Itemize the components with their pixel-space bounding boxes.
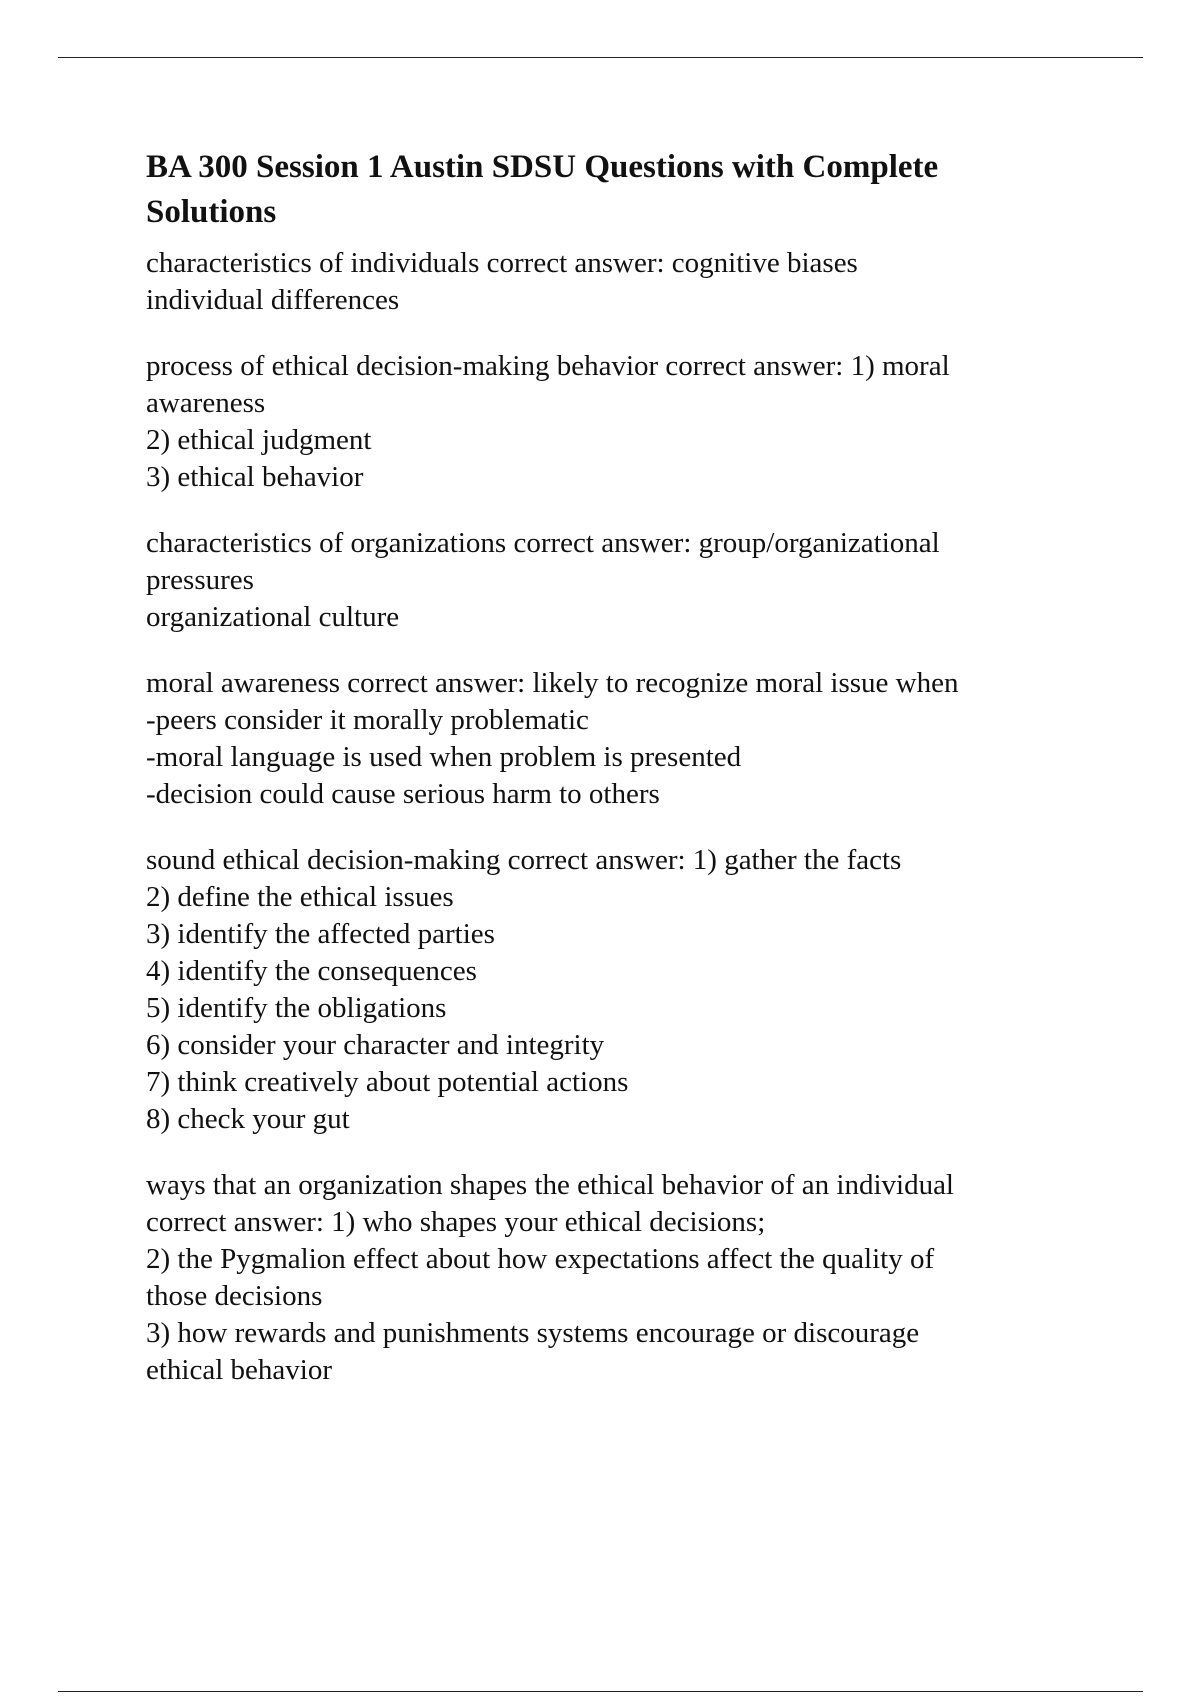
qa-line: 5) identify the obligations [146, 992, 447, 1024]
qa-line: sound ethical decision-making correct answer: 1) gather the facts [146, 844, 902, 876]
title-line: BA 300 Session 1 Austin SDSU Questions with Complete [146, 149, 939, 185]
qa-line: ethical behavior [146, 1354, 332, 1386]
qa-line: pressures [146, 564, 254, 596]
qa-line: organizational culture [146, 601, 400, 633]
qa-entry-sound-decision-making [146, 842, 1086, 1138]
qa-line: correct answer: 1) who shapes your ethical decisions; [146, 1206, 766, 1238]
document-body [146, 145, 1086, 1389]
qa-line: characteristics of individuals correct answer: cognitive biases [146, 247, 858, 279]
qa-line: 3) identify the affected parties [146, 918, 495, 950]
qa-line: characteristics of organizations correct answer: group/organizational [146, 527, 940, 559]
footer-rule [58, 1691, 1143, 1692]
qa-line: 2) define the ethical issues [146, 881, 454, 913]
qa-line: -decision could cause serious harm to others [146, 778, 660, 810]
qa-line: process of ethical decision-making behavior correct answer: 1) moral [146, 350, 950, 382]
qa-entry-organization-shapes-behavior [146, 1167, 1086, 1389]
qa-entry-individual-characteristics [146, 245, 1086, 319]
header-rule [58, 57, 1143, 58]
qa-line: 6) consider your character and integrity [146, 1029, 605, 1061]
qa-line: awareness [146, 387, 266, 419]
document-title [146, 145, 1086, 235]
qa-line: -moral language is used when problem is presented [146, 741, 742, 773]
qa-line: 2) ethical judgment [146, 424, 372, 456]
title-line: Solutions [146, 194, 277, 230]
qa-line: moral awareness correct answer: likely to recognize moral issue when [146, 667, 959, 699]
qa-entry-decision-process [146, 348, 1086, 496]
qa-line: -peers consider it morally problematic [146, 704, 589, 736]
qa-line: 2) the Pygmalion effect about how expectations affect the quality of [146, 1243, 935, 1275]
qa-line: those decisions [146, 1280, 323, 1312]
qa-line: 7) think creatively about potential actions [146, 1066, 629, 1098]
qa-entry-organization-characteristics [146, 525, 1086, 636]
qa-line: individual differences [146, 284, 400, 316]
qa-line: 3) how rewards and punishments systems encourage or discourage [146, 1317, 920, 1349]
qa-line: ways that an organization shapes the ethical behavior of an individual [146, 1169, 954, 1201]
qa-line: 3) ethical behavior [146, 461, 364, 493]
qa-entry-moral-awareness [146, 665, 1086, 813]
qa-line: 4) identify the consequences [146, 955, 477, 987]
qa-line: 8) check your gut [146, 1103, 350, 1135]
